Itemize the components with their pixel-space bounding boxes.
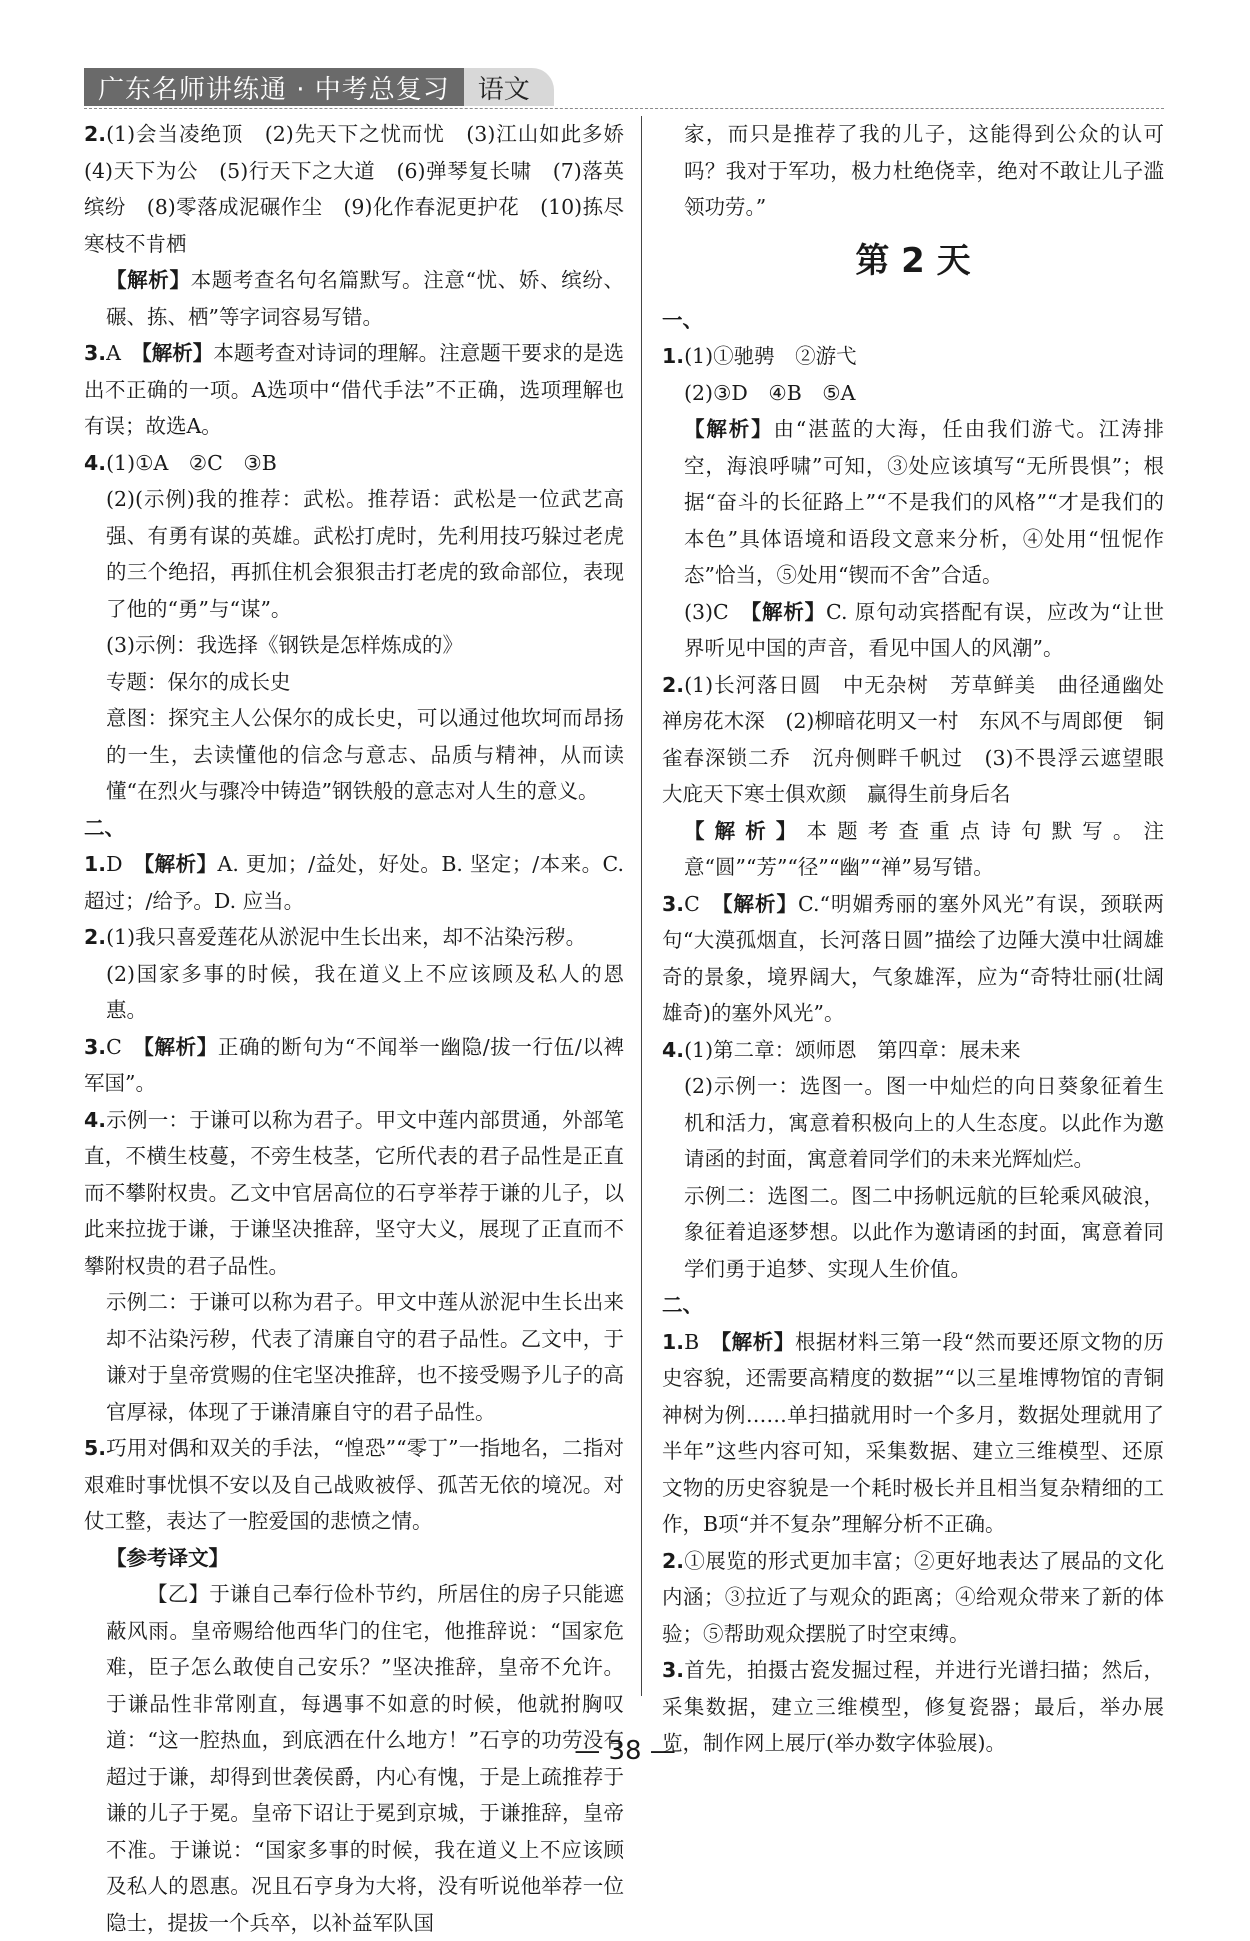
item-number: 3. (662, 1658, 685, 1682)
analysis-text: 正确的断句为“不闻举一幽隐/拔一行伍/以裨军国”。 (84, 1034, 625, 1095)
answer-item (84, 1430, 624, 1540)
answer-text: (1)我只喜爱莲花从淤泥中生长出来，却不沾染污秽。 (106, 925, 587, 949)
answer-text: B (684, 1329, 721, 1354)
answer-item (662, 375, 1164, 412)
answer-text: (2)(示例)我的推荐：武松。推荐语：武松是一位武艺高强、有勇有谋的英雄。武松打虎时，先利用技巧躲过老虎的三个绝招，再抓住机会狠狠击打老虎的致命部位，表现了他的“勇”与“谋”。 (106, 487, 624, 621)
answer-text: D (106, 852, 144, 876)
book-title: 广东名师讲练通 · 中考总复习 (84, 68, 464, 106)
answer-text: (3)C (684, 599, 751, 624)
item-number: 1. (662, 1329, 685, 1354)
answer-text: A (106, 341, 142, 365)
analysis-label: 【解析】 (143, 852, 218, 876)
analysis-label: 【解析】 (722, 891, 799, 916)
item-number: 4. (84, 1107, 107, 1132)
answer-item (84, 664, 624, 701)
item-number: 3. (662, 891, 685, 916)
analysis-label: 【解析】 (720, 1329, 795, 1354)
analysis-text: A. 更加；/益处，好处。B. 坚定；/本来。C. 超过；/给予。D. 应当。 (84, 852, 625, 913)
section-heading: 二、 (662, 1293, 703, 1317)
answer-item (662, 1068, 1164, 1178)
item-number: 2. (84, 122, 107, 146)
analysis-label: 【解析】 (750, 599, 826, 624)
section-heading: 一、 (662, 307, 703, 332)
answer-text: (1)①驰骋 ②游弋 (684, 344, 857, 368)
answer-item (84, 919, 624, 956)
header-rule (84, 108, 1164, 109)
day-heading: 第 2 天 (855, 240, 971, 281)
answer-item (662, 1543, 1164, 1653)
section-heading: 二、 (84, 815, 125, 840)
answer-item (84, 262, 624, 335)
answer-text: ①展览的形式更加丰富；②更好地表达了展品的文化内涵；③拉近了与观众的距离；④给观众带来了新的体验；⑤帮助观众摆脱了时空束缚。 (662, 1548, 1164, 1646)
answer-text: 示例二：选图二。图二中扬帆远航的巨轮乘风破浪，象征着追逐梦想。以此作为邀请函的封面，寓意着同学们勇于追梦、实现人生价值。 (684, 1183, 1164, 1281)
answer-item (662, 338, 1164, 375)
answer-text: 示例一：于谦可以称为君子。甲文中莲内部贯通，外部笔直，不横生枝蔓，不旁生枝茎，它所代表的君子品性是正直而不攀附权贵。乙文中官居高位的石亨举荐于谦的儿子，以此来拉拢于谦，于谦坚决推辞，坚守大义，展现了正直而不攀附权贵的君子品性。 (84, 1107, 624, 1278)
answer-item (662, 411, 1164, 594)
answer-text: 示例二：于谦可以称为君子。甲文中莲从淤泥中生长出来却不沾染污秽，代表了清廉自守的君子品性。乙文中，于谦对于皇帝赏赐的住宅坚决推辞，也不接受赐予儿子的高官厚禄，体现了于谦清廉自守的君子品性。 (106, 1290, 624, 1424)
answer-text: 专题：保尔的成长史 (106, 669, 291, 694)
answer-item (84, 627, 624, 664)
subject-tab: 语文 (464, 68, 554, 106)
answer-text: C (106, 1034, 144, 1059)
answer-item (84, 956, 624, 1029)
item-number: 3. (84, 1034, 107, 1059)
page-number: — 38 — (574, 1736, 676, 1766)
answer-item (84, 445, 624, 482)
item-number: 4. (662, 1037, 685, 1062)
right-column (662, 116, 1185, 1762)
answer-item (84, 1029, 624, 1102)
answer-text: (1)长河落日圆 中无杂树 芳草鲜美 曲径通幽处 禅房花木深 (2)柳暗花明又一村 东风不与周郎便 铜雀春深锁二乔 沉舟侧畔千帆过 (3)不畏浮云遮望眼 大庇天下寒士俱欢颜 赢得生前身后名 (662, 672, 1185, 806)
answer-text: 本题考查重点诗句默写。注意“圆”“芳”“径”“幽”“禅”易写错。 (684, 818, 1165, 879)
analysis-label: 【解析】 (141, 341, 214, 365)
answer-item (662, 886, 1164, 1032)
answer-item (84, 116, 645, 262)
answer-text: (2)国家多事的时候，我在道义上不应该顾及私人的恩惠。 (106, 961, 624, 1022)
answer-item (84, 1540, 624, 1577)
analysis-label: 【解析】 (684, 818, 807, 843)
column-divider (641, 116, 642, 1696)
page-header (84, 68, 554, 106)
answer-text: (2)示例一：选图一。图一中灿烂的向日葵象征着生机和活力，寓意着积极向上的人生态度。以此作为邀请函的封面，寓意着同学们的未来光辉灿烂。 (684, 1074, 1164, 1171)
analysis-text: C. 原句动宾搭配有误，应改为“让世界听见中国的声音，看见中国人的风潮”。 (684, 599, 1165, 660)
item-number: 4. (84, 450, 107, 475)
answer-item (662, 594, 1164, 667)
analysis-label: 【解析】 (143, 1034, 218, 1059)
answer-text: 由“湛蓝的大海，任由我们游弋。江涛排空，海浪呼啸”可知，③处应该填写“无所畏惧”；根据“奋斗的长征路上”“不是我们的风格”“才是我们的本色”具体语境和语段文意来分析，④处用“忸怩作态”恰当，⑤处用“锲而不舍”合适。 (684, 417, 1165, 587)
answer-text: 首先，拍摄古瓷发掘过程，并进行光谱扫描；然后，采集数据，建立三维模型，修复瓷器；最后，举办展览，制作网上展厅(举办数字体验展)。 (662, 1658, 1164, 1755)
answer-item (84, 1284, 624, 1430)
answer-item (662, 1178, 1164, 1288)
answer-item (662, 813, 1164, 886)
answer-item (84, 700, 624, 810)
answer-item (662, 1032, 1164, 1069)
answer-item (662, 116, 1164, 226)
analysis-label: 【解析】 (684, 417, 774, 441)
analysis-label: 【参考译文】 (106, 1545, 229, 1570)
answer-text: 巧用对偶和双关的手法，“惶恐”“零丁”一指地名，二指对艰难时事忧惧不安以及自己战败被俘、孤苦无依的境况。对仗工整，表达了一腔爱国的悲愤之情。 (84, 1436, 624, 1533)
answer-text: C (684, 891, 723, 916)
analysis-label: 【解析】 (106, 268, 191, 292)
analysis-text: 根据材料三第一段“然而要还原文物的历史容貌，还需要高精度的数据”“以三星堆博物馆的青铜神树为例……单扫描就用时一个多月，数据处理就用了半年”这些内容可知，采集数据、建立三维模型、还原文物的历史容貌是一个耗时极长并且相当复杂精细的工作，B项“并不复杂”理解分析不正确。 (662, 1329, 1164, 1536)
analysis-text: C.“明媚秀丽的塞外风光”有误，颈联两句“大漠孤烟直，长河落日圆”描绘了边陲大漠中壮阔雄奇的景象，境界阔大，气象雄浑，应为“奇特壮丽(壮阔雄奇)的塞外风光”。 (662, 891, 1165, 1025)
item-number: 2. (662, 672, 685, 697)
answer-text: 家，而只是推荐了我的儿子，这能得到公众的认可吗？我对于军功，极力杜绝侥幸，绝对不敢让儿子滥领功劳。” (684, 122, 1164, 219)
answer-item (662, 1324, 1164, 1543)
item-number: 2. (662, 1548, 685, 1573)
answer-item (84, 846, 624, 919)
answer-text: 【乙】于谦自己奉行俭朴节约，所居住的房子只能遮蔽风雨。皇帝赐给他西华门的住宅，他推辞说：“国家危难，臣子怎么敢使自己安乐？”坚决推辞，皇帝不允许。于谦品性非常刚直，每遇事不如意的时候，他就拊胸叹道：“这一腔热血，到底洒在什么地方！”石亨的功劳没有超过于谦，却得到世袭侯爵，内心有愧，于是上疏推荐于谦的儿子于冕。皇帝下诏让于冕到京城，于谦推辞，皇帝不准。于谦说：“国家多事的时候，我在道义上不应该顾及私人的恩惠。况且石亨身为大将，没有听说他举荐一位隐士，提拔一个兵卒，以补益军队国 (106, 1582, 624, 1935)
answer-text: (3)示例：我选择《钢铁是怎样炼成的》 (106, 633, 464, 657)
answer-item (84, 1102, 624, 1285)
item-number: 2. (84, 925, 107, 949)
analysis-text: 本题考查对诗词的理解。注意题干要求的是选出不正确的一项。A选项中“借代手法”不正确，选项理解也有误；故选A。 (84, 341, 624, 438)
answer-item (84, 481, 624, 627)
item-number: 5. (84, 1436, 107, 1460)
item-number: 1. (84, 852, 107, 876)
item-number: 3. (84, 341, 107, 365)
item-number: 1. (662, 344, 685, 368)
answer-text: 本题考查名句名篇默写。注意“忧、娇、缤纷、碾、拣、栖”等字词容易写错。 (106, 268, 625, 329)
answer-text: (1)第二章：颂师恩 第四章：展未来 (684, 1037, 1021, 1062)
answer-text: (1)会当凌绝顶 (2)先天下之忧而忧 (3)江山如此多娇 (4)天下为公 (5)行天下之大道 (6)弹琴复长啸 (7)落英缤纷 (8)零落成泥碾作尘 (9)化作春泥更护花 (10)拣尽寒枝不肯栖 (84, 122, 645, 256)
answer-text: (1)①A ②C ③B (106, 450, 277, 475)
answer-item (84, 335, 624, 445)
answer-item (662, 667, 1185, 813)
answer-text: 意图：探究主人公保尔的成长史，可以通过他坎坷而昂扬的一生，去读懂他的信念与意志、品质与精神，从而读懂“在烈火与骤冷中铸造”钢铁般的意志对人生的意义。 (106, 706, 624, 803)
answer-text: (2)③D ④B ⑤A (684, 380, 856, 405)
